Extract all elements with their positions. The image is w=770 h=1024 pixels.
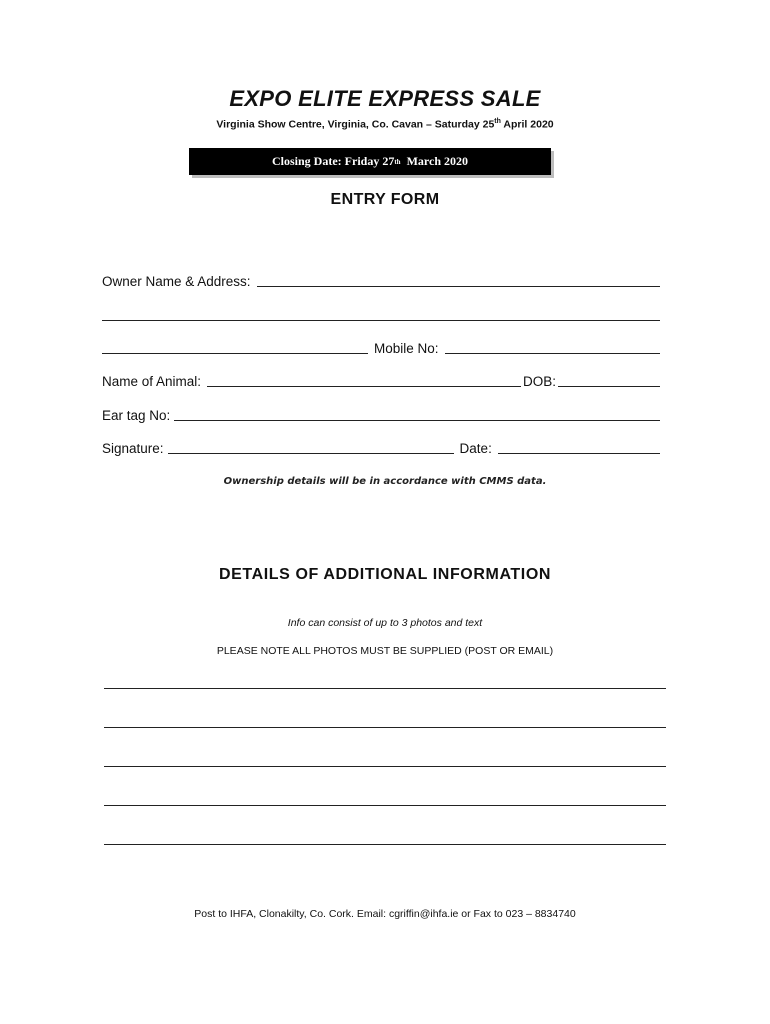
- closing-date-banner: [189, 148, 551, 175]
- eartag-label: Ear tag No:: [102, 408, 171, 423]
- date-field[interactable]: [498, 441, 660, 454]
- dob-label: DOB:: [522, 374, 556, 389]
- info-line-5[interactable]: [104, 844, 666, 845]
- closing-date-text-end: March 2020: [400, 154, 468, 168]
- signature-row: [102, 441, 662, 456]
- owner-row: [102, 274, 662, 289]
- footer-contact: Post to IHFA, Clonakilty, Co. Cork. Email: cgriffin@ihfa.ie or Fax to 023 – 8834740: [194, 908, 576, 920]
- mobile-label: Mobile No:: [374, 341, 439, 356]
- info-line-2[interactable]: [104, 727, 666, 728]
- address-field-2[interactable]: [102, 341, 368, 354]
- owner-label: Owner Name & Address:: [102, 274, 251, 289]
- animal-name-field[interactable]: [207, 374, 521, 387]
- closing-date-text: Closing Date: Friday 27: [272, 154, 395, 168]
- mobile-field[interactable]: [445, 341, 660, 354]
- signature-field[interactable]: [168, 441, 454, 454]
- animal-row: [102, 374, 662, 389]
- owner-field[interactable]: [257, 274, 660, 287]
- photos-note: PLEASE NOTE ALL PHOTOS MUST BE SUPPLIED (POST OR EMAIL): [216, 645, 554, 657]
- additional-info-heading: DETAILS OF ADDITIONAL INFORMATION: [218, 566, 552, 583]
- venue-date: [0, 118, 770, 131]
- eartag-field[interactable]: [174, 408, 660, 421]
- venue-text-end: April 2020: [500, 118, 554, 131]
- date-label: Date:: [459, 441, 492, 456]
- closing-date-ordinal: th: [394, 157, 401, 166]
- info-note: Info can consist of up to 3 photos and text: [287, 617, 483, 629]
- venue-text: Virginia Show Centre, Virginia, Co. Cavan – Saturday 25: [216, 118, 495, 131]
- dob-field[interactable]: [558, 374, 660, 387]
- ownership-note: Ownership details will be in accordance with CMMS data.: [223, 476, 547, 487]
- info-line-1[interactable]: [104, 688, 666, 689]
- address-row: [102, 308, 662, 323]
- form-title: EXPO ELITE EXPRESS SALE: [229, 86, 541, 111]
- entry-form-heading: ENTRY FORM: [330, 191, 440, 208]
- info-line-4[interactable]: [104, 805, 666, 806]
- info-line-3[interactable]: [104, 766, 666, 767]
- signature-label: Signature:: [102, 441, 164, 456]
- animal-label: Name of Animal:: [102, 374, 202, 389]
- address-field[interactable]: [102, 308, 660, 321]
- address-mobile-row: [102, 341, 662, 356]
- venue-ordinal: th: [494, 118, 501, 125]
- eartag-row: [102, 408, 662, 423]
